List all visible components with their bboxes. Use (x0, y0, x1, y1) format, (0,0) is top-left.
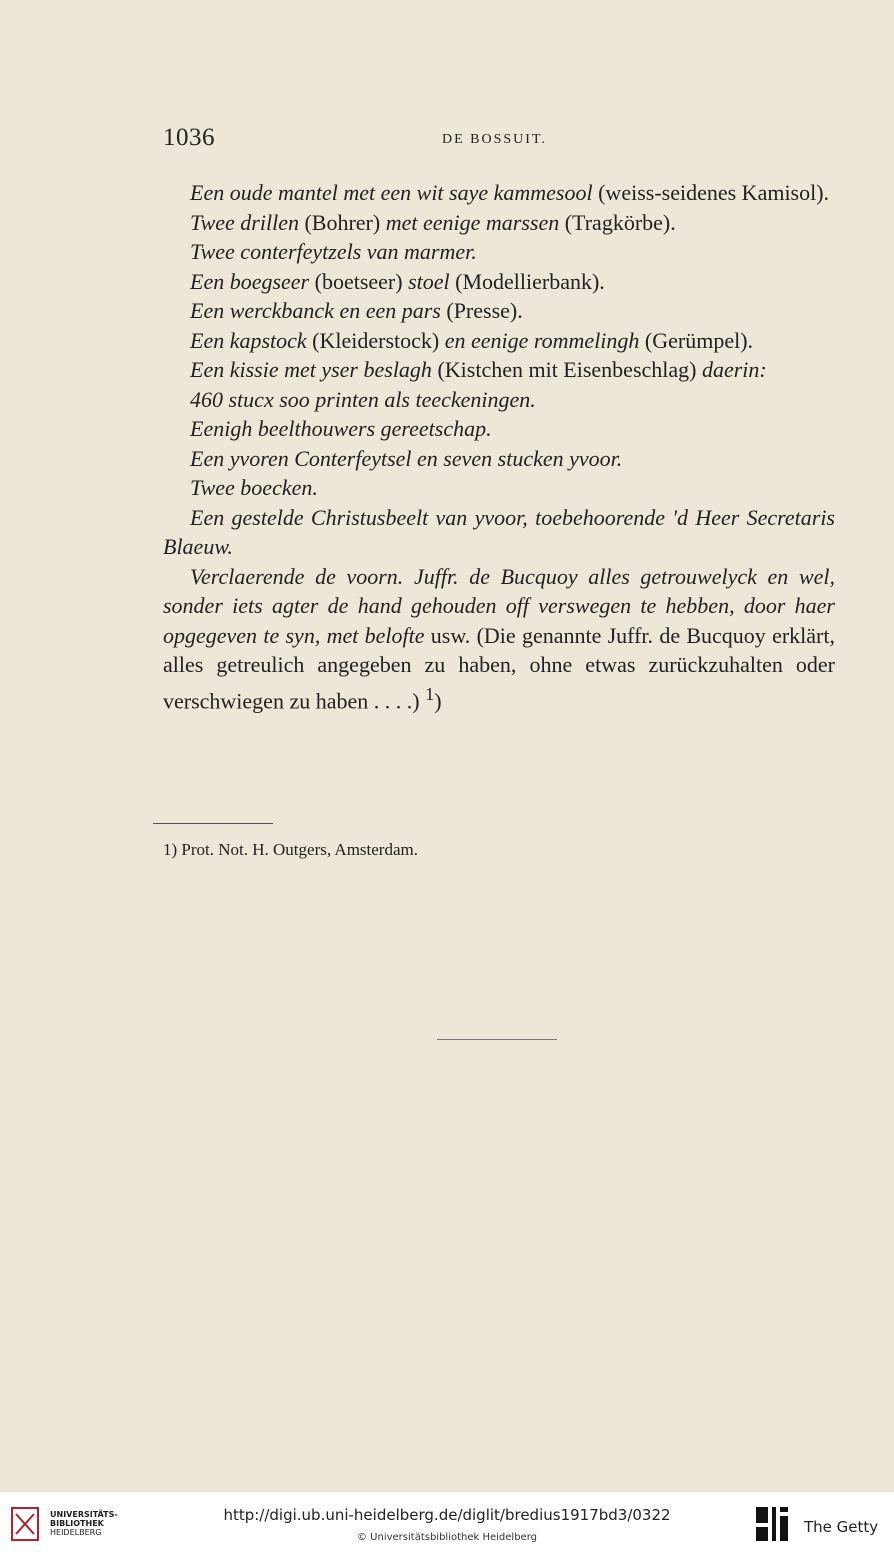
italic-text: met eenige marssen (385, 209, 560, 235)
paragraph (163, 444, 835, 474)
getty-logo-icon (752, 1504, 792, 1544)
roman-text: (Presse). (440, 298, 523, 323)
running-title: DE BOSSUIT. (442, 132, 547, 147)
paragraph (163, 503, 835, 562)
italic-text: Eenigh beelthouwers gereetschap. (190, 416, 492, 441)
paragraph (163, 385, 835, 415)
paragraph (163, 208, 835, 238)
body-text (163, 178, 835, 715)
end-rule (437, 1039, 557, 1040)
italic-text: Twee drillen (190, 209, 299, 235)
roman-text: (Modellierbank). (449, 268, 605, 294)
italic-text: Een gestelde Christusbeelt van yvoor, toebehoorende 'd Heer Secretaris Blaeuw. (163, 504, 835, 559)
paragraph (163, 267, 835, 297)
university-library-name: UNIVERSITÄTS- BIBLIOTHEK HEIDELBERG (50, 1510, 118, 1537)
italic-text: Een werckbanck en een pars (190, 298, 441, 323)
roman-text: (Gerümpel). (639, 327, 754, 353)
italic-text: Twee boecken. (190, 475, 318, 500)
paragraph (163, 178, 835, 208)
roman-text: (Kistchen mit Eisenbeschlag) (431, 357, 697, 382)
paragraph (163, 355, 835, 385)
italic-text: Een kapstock (190, 327, 307, 353)
italic-text: Twee conterfeytzels van marmer. (190, 239, 477, 264)
italic-text: Een oude mantel met een wit saye kammesool (190, 180, 593, 205)
italic-text: Verclaerende de voorn. Juffr. de Bucquoy alles getrouwelyck en wel, sonder iets agter de hand gehouden off verswegen te hebben, door haer opgegeven te syn, met belofte (163, 563, 835, 648)
paragraph (163, 237, 835, 267)
italic-text: daerin: (696, 357, 767, 382)
roman-text: (Kleiderstock) (306, 327, 445, 353)
roman-text: (Tragkörbe). (559, 209, 676, 235)
footnote-divider (153, 823, 273, 824)
paragraph (163, 296, 835, 326)
footnote-ref: 1 (425, 683, 435, 704)
roman-text: usw. (Die genannte Juffr. de Bucquoy erklärt, alles getreulich angegeben zu haben, ohne etwas zurückzuhalten oder verschwiegen zu haben . . . .) (163, 622, 835, 713)
getty-name: The Getty (804, 1518, 879, 1536)
italic-text: Een kissie met yser beslagh (190, 357, 432, 382)
paragraph (163, 473, 835, 503)
copyright-notice: © Universitätsbibliothek Heidelberg (356, 1532, 537, 1543)
page-number: 1036 (163, 124, 215, 151)
footnote: 1) Prot. Not. H. Outgers, Amsterdam. (163, 840, 418, 859)
italic-text: Een yvoren Conterfeytsel en seven stucken yvoor. (190, 445, 623, 471)
roman-text: (boetseer) (309, 268, 409, 294)
italic-text: 460 stucx soo printen als teeckeningen. (190, 386, 536, 412)
paragraph (163, 414, 835, 444)
italic-text: en eenige rommelingh (444, 327, 640, 353)
page-header (163, 124, 833, 154)
paragraph (163, 562, 835, 716)
permalink-url[interactable]: http://digi.ub.uni-heidelberg.de/diglit/bredius1917bd3/0322 (223, 1506, 671, 1524)
paragraph (163, 326, 835, 356)
roman-text: (weiss-seidenes Kamisol). (592, 180, 830, 205)
roman-text: ) (434, 687, 442, 713)
italic-text: stoel (408, 268, 450, 294)
viewer-footer (0, 1492, 894, 1558)
italic-text: Een boegseer (190, 268, 310, 294)
roman-text: (Bohrer) (298, 209, 386, 235)
